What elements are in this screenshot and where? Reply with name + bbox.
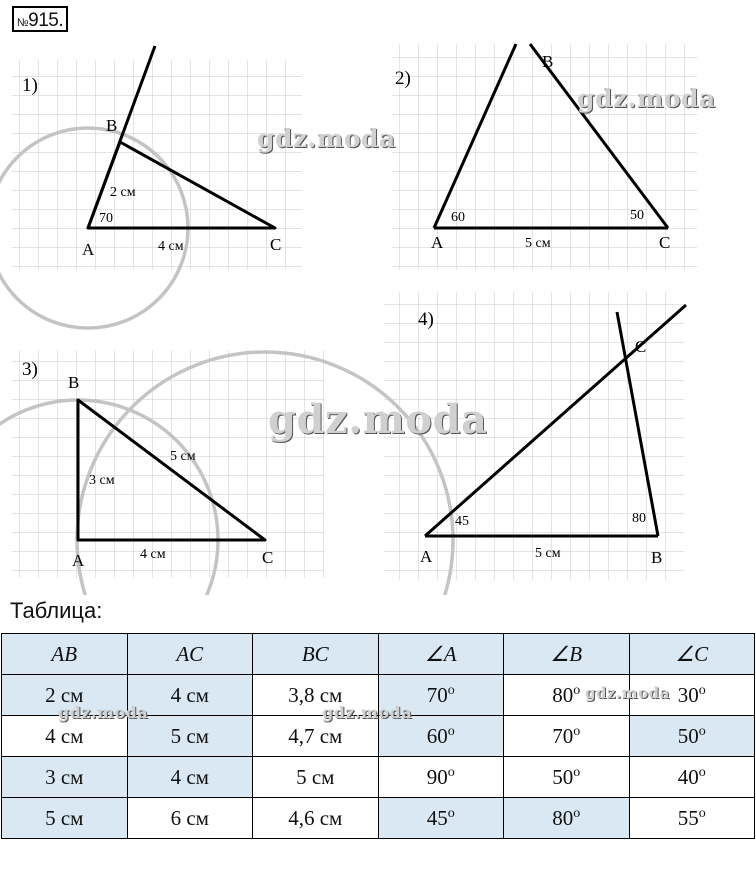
cell-ac: 6 см [127, 798, 253, 839]
watermark-logo: gdz.moda [322, 703, 413, 722]
side-label-bc: 5 см [170, 449, 196, 464]
exercise-number: №915. [12, 6, 68, 32]
angle-label-a: 70 [99, 211, 113, 226]
vertex-b: B [651, 548, 663, 567]
cell-angle-a: 90$^o$ [378, 757, 504, 798]
cell-angle-a: 45$^o$ [378, 798, 504, 839]
side-label-ac: 4 см [140, 547, 166, 562]
column-header-angle-a: ∠A [378, 634, 504, 675]
angle-label-a: 45 [455, 514, 469, 529]
cell-angle-a: 60$^o$ [378, 716, 504, 757]
cell-bc: 5 см [253, 757, 379, 798]
angle-label-a: 60 [451, 210, 465, 225]
figure-1 [0, 46, 302, 328]
column-header-bc: BC [253, 634, 379, 675]
angle-label-b: 80 [632, 511, 646, 526]
figure-label: 1) [22, 75, 38, 96]
cell-angle-c: 30$^o$ [629, 675, 755, 716]
watermark-logo: gdz.moda [268, 396, 488, 443]
cell-angle-c: 55$^o$ [629, 798, 755, 839]
vertex-c: C [659, 233, 671, 252]
cell-ab: 3 см [2, 757, 128, 798]
table-caption: Таблица: [10, 598, 103, 623]
vertex-b: B [106, 116, 118, 135]
cell-ac: 4 см [127, 757, 253, 798]
cell-angle-b: 80$^o$ [504, 675, 630, 716]
vertex-a: A [420, 547, 433, 566]
cell-angle-a: 70$^o$ [378, 675, 504, 716]
cell-ab: 4 см [2, 716, 128, 757]
column-header-ab: AB [2, 634, 128, 675]
cell-angle-c: 40$^o$ [629, 757, 755, 798]
side-label-ac: 4 см [158, 239, 184, 254]
column-header-angle-c: ∠C [629, 634, 755, 675]
figure-label: 4) [418, 309, 434, 330]
results-table [1, 633, 755, 839]
column-header-angle-b: ∠B [504, 634, 630, 675]
table-row [2, 757, 755, 798]
column-header-ac: AC [127, 634, 253, 675]
angle-label-c: 50 [630, 208, 644, 223]
cell-bc: 4,6 см [253, 798, 379, 839]
watermark-logo: gdz.moda [585, 684, 670, 702]
cell-bc: 4,7 см [253, 716, 379, 757]
side-label-ab: 3 см [89, 473, 115, 488]
vertex-b: B [542, 52, 554, 71]
side-label-ab: 5 см [535, 546, 561, 561]
figure-2 [392, 44, 697, 270]
watermark-logo: gdz.moda [577, 84, 716, 113]
cell-angle-b: 50$^o$ [504, 757, 630, 798]
figure-label: 2) [395, 68, 411, 89]
grid-background [12, 60, 302, 270]
vertex-a: A [72, 551, 85, 570]
vertex-c: C [262, 548, 274, 567]
table-row [2, 798, 755, 839]
cell-ab: 2 см [2, 675, 128, 716]
cell-ab: 5 см [2, 798, 128, 839]
cell-ac: 4 см [127, 675, 253, 716]
cell-angle-b: 80$^o$ [504, 798, 630, 839]
vertex-b: B [68, 373, 80, 392]
watermark-logo: gdz.moda [257, 124, 396, 153]
grid-background [12, 350, 324, 578]
vertex-c: C [635, 337, 647, 356]
side-label-ac: 5 см [525, 236, 551, 251]
cell-angle-b: 70$^o$ [504, 716, 630, 757]
watermark-logo: gdz.moda [58, 703, 149, 722]
table-header-row [2, 634, 755, 675]
vertex-c: C [270, 235, 282, 254]
cell-ac: 5 см [127, 716, 253, 757]
vertex-a: A [82, 240, 95, 259]
vertex-a: A [431, 233, 444, 252]
figure-label: 3) [22, 359, 38, 380]
side-label-ab: 2 см [110, 185, 136, 200]
cell-angle-c: 50$^o$ [629, 716, 755, 757]
cell-bc: 3,8 см [253, 675, 379, 716]
